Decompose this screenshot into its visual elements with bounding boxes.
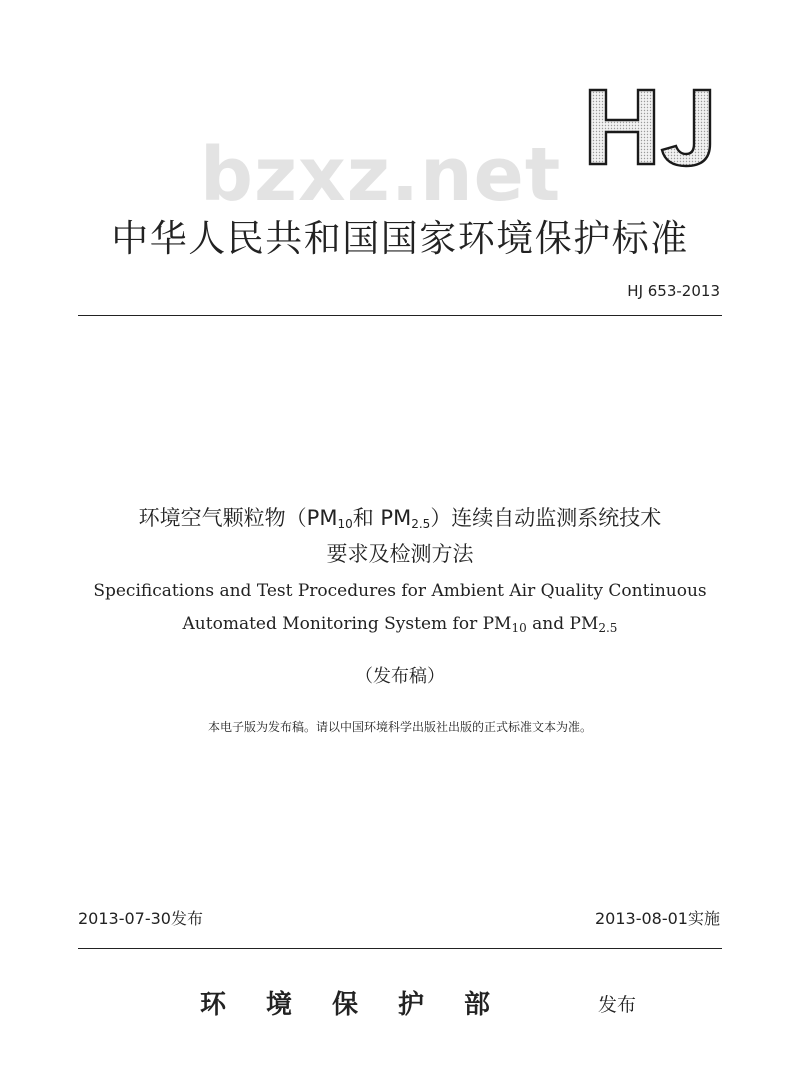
cn-title-line2: 要求及检测方法 (326, 542, 474, 566)
hj-logo (586, 88, 718, 168)
en-title-line2: Automated Monitoring System for $PM_{10}$ and $PM_{2.5}$ (182, 614, 618, 635)
issuer-name: 环境保护部 (200, 990, 531, 1020)
implement-date: 2013-08-01实施 (595, 909, 720, 928)
en-title-line1: Specifications and Test Procedures for Ambient Air Quality Continuous (93, 581, 707, 601)
issuer-suffix: 发布 (598, 994, 637, 1016)
watermark: bzxz.net (200, 132, 562, 218)
standard-code: HJ 653-2013 (627, 282, 720, 300)
bottom-divider (78, 948, 722, 949)
cn-title-line1: 环境空气颗粒物（$PM_{10}$和 $PM_{2.5}$）连续自动监测系统技术 (138, 506, 662, 531)
issue-date: 2013-07-30发布 (78, 909, 203, 928)
release-tag: （发布稿） (355, 666, 445, 687)
top-divider (78, 315, 722, 316)
main-title: 中华人民共和国国家环境保护标准 (111, 217, 689, 260)
notice-text: 本电子版为发布稿。请以中国环境科学出版社出版的正式标准文本为准。 (207, 720, 592, 734)
